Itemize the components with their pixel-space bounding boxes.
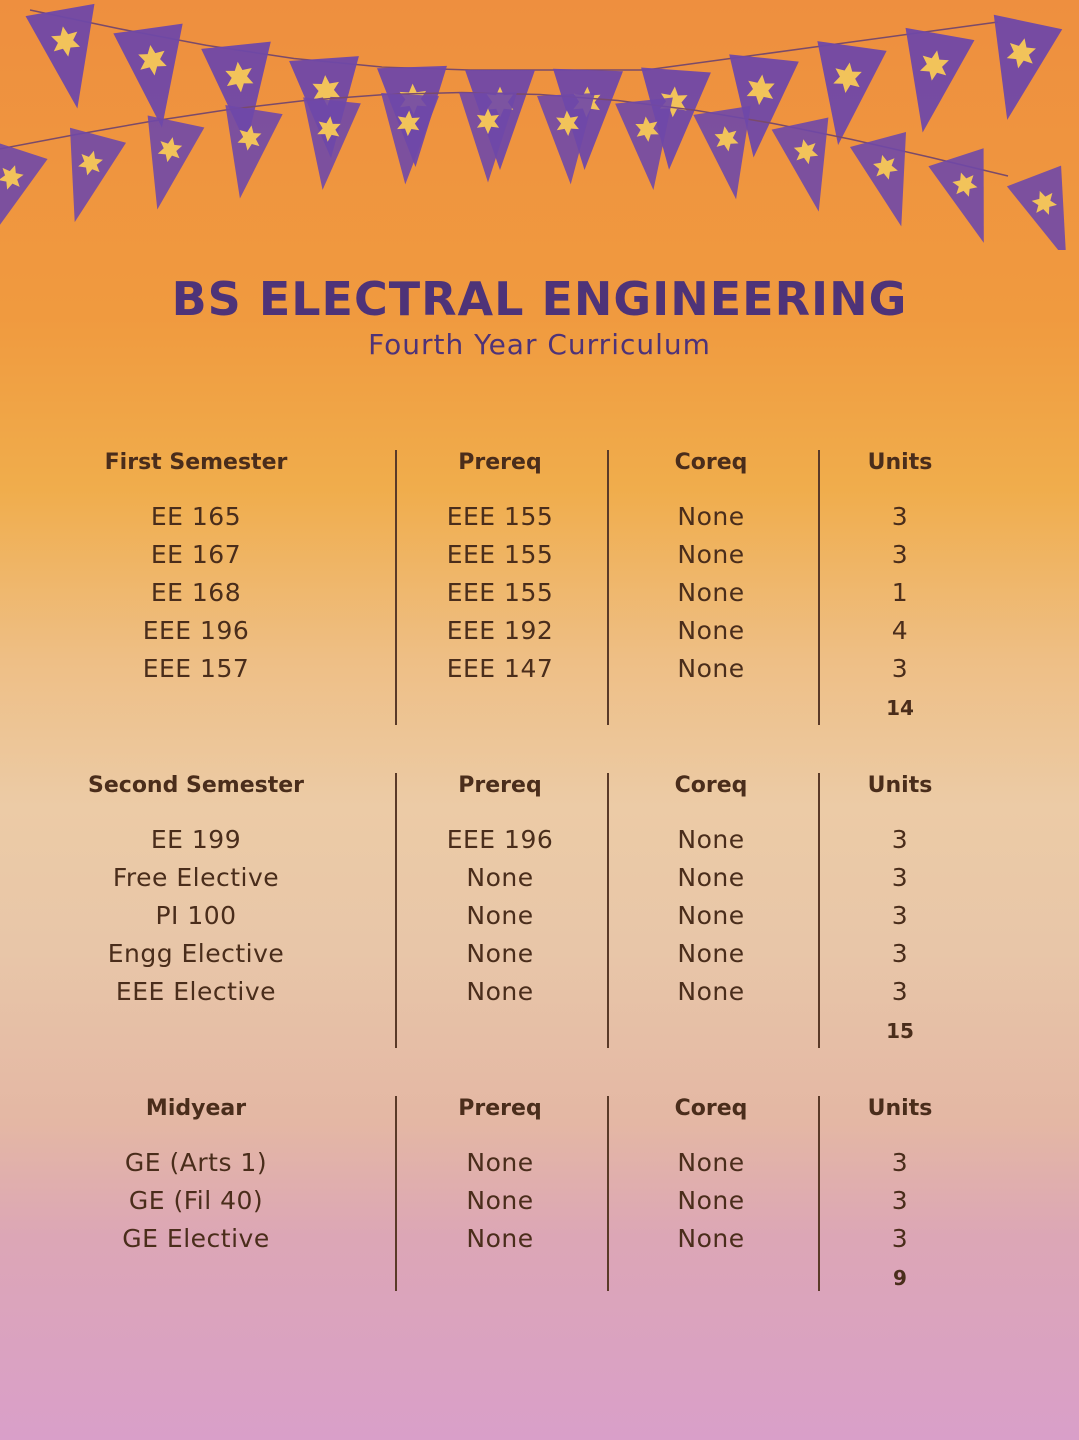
- units-heading: Units: [867, 773, 933, 798]
- prereq-cell: None: [466, 977, 534, 1006]
- coreq-cell: None: [677, 654, 745, 683]
- units-cell: 1: [891, 578, 909, 607]
- prereq-cell: None: [466, 1186, 534, 1215]
- coreq-cell: None: [677, 939, 745, 968]
- page-header: [0, 272, 1079, 361]
- course-cell: PI 100: [155, 901, 237, 930]
- bunting-flag: [294, 97, 361, 193]
- coreq-cell: None: [677, 1148, 745, 1177]
- bunting-decoration: [0, 0, 1079, 250]
- prereq-cell: None: [466, 939, 534, 968]
- coreq-cell: None: [677, 1186, 745, 1215]
- bunting-flag: [928, 148, 1011, 250]
- column-divider: [607, 450, 609, 725]
- prereq-cell: EEE 155: [446, 540, 554, 569]
- units-cell: 3: [891, 654, 909, 683]
- prereq-cell: EEE 196: [446, 825, 554, 854]
- column-divider: [607, 1096, 609, 1291]
- column-divider: [395, 1096, 397, 1291]
- units-cell: 4: [891, 616, 909, 645]
- units-cell: 3: [891, 1148, 909, 1177]
- units-cell: 3: [891, 939, 909, 968]
- course-cell: GE (Fil 40): [128, 1186, 264, 1215]
- prereq-heading: Prereq: [458, 1096, 542, 1121]
- coreq-cell: None: [677, 502, 745, 531]
- coreq-cell: None: [677, 863, 745, 892]
- course-cell: GE (Arts 1): [124, 1148, 268, 1177]
- prereq-heading: Prereq: [458, 773, 542, 798]
- units-cell: 3: [891, 1186, 909, 1215]
- coreq-heading: Coreq: [674, 773, 748, 798]
- bunting-flag: [1007, 166, 1079, 250]
- units-total: 9: [893, 1266, 907, 1290]
- course-cell: EEE 157: [142, 654, 250, 683]
- units-total: 14: [886, 696, 914, 720]
- section-heading: First Semester: [104, 450, 288, 475]
- coreq-cell: None: [677, 578, 745, 607]
- units-cell: 3: [891, 540, 909, 569]
- bunting-flag: [26, 4, 112, 115]
- column-divider: [818, 450, 820, 725]
- coreq-cell: None: [677, 977, 745, 1006]
- column-divider: [395, 773, 397, 1048]
- coreq-heading: Coreq: [674, 450, 748, 475]
- course-cell: EEE Elective: [115, 977, 277, 1006]
- units-cell: 3: [891, 825, 909, 854]
- prereq-cell: None: [466, 1148, 534, 1177]
- column-divider: [607, 773, 609, 1048]
- page-subtitle: Fourth Year Curriculum: [368, 328, 711, 361]
- units-cell: 3: [891, 863, 909, 892]
- coreq-cell: None: [677, 1224, 745, 1253]
- units-cell: 3: [891, 977, 909, 1006]
- prereq-cell: EEE 192: [446, 616, 554, 645]
- bunting-flag: [211, 105, 282, 203]
- bunting-flag: [888, 28, 974, 139]
- prereq-cell: None: [466, 863, 534, 892]
- course-cell: EE 165: [150, 502, 242, 531]
- prereq-cell: None: [466, 901, 534, 930]
- coreq-cell: None: [677, 825, 745, 854]
- bunting-flag: [850, 132, 929, 234]
- prereq-cell: EEE 155: [446, 502, 554, 531]
- units-heading: Units: [867, 1096, 933, 1121]
- course-cell: Free Elective: [112, 863, 280, 892]
- section-heading: Second Semester: [88, 773, 304, 798]
- prereq-cell: EEE 147: [446, 654, 554, 683]
- course-cell: GE Elective: [122, 1224, 270, 1253]
- column-divider: [395, 450, 397, 725]
- units-heading: Units: [867, 450, 933, 475]
- coreq-cell: None: [677, 616, 745, 645]
- bunting-flag: [973, 15, 1062, 127]
- bunting-flag: [0, 141, 48, 245]
- course-cell: EE 168: [150, 578, 242, 607]
- course-cell: EE 199: [150, 825, 242, 854]
- coreq-cell: None: [677, 540, 745, 569]
- units-total: 15: [886, 1019, 914, 1043]
- units-cell: 3: [891, 502, 909, 531]
- bunting-flag: [129, 115, 204, 215]
- prereq-cell: EEE 155: [446, 578, 554, 607]
- prereq-heading: Prereq: [458, 450, 542, 475]
- course-cell: Engg Elective: [107, 939, 285, 968]
- column-divider: [818, 773, 820, 1048]
- coreq-heading: Coreq: [674, 1096, 748, 1121]
- column-divider: [818, 1096, 820, 1291]
- units-cell: 3: [891, 901, 909, 930]
- bunting-flag: [376, 93, 439, 186]
- course-cell: EE 167: [150, 540, 242, 569]
- coreq-cell: None: [677, 901, 745, 930]
- bunting-flag: [47, 128, 126, 230]
- units-cell: 3: [891, 1224, 909, 1253]
- page-title: BS ELECTRAL ENGINEERING: [171, 272, 908, 326]
- course-cell: EEE 196: [142, 616, 250, 645]
- prereq-cell: None: [466, 1224, 534, 1253]
- section-heading: Midyear: [145, 1096, 247, 1121]
